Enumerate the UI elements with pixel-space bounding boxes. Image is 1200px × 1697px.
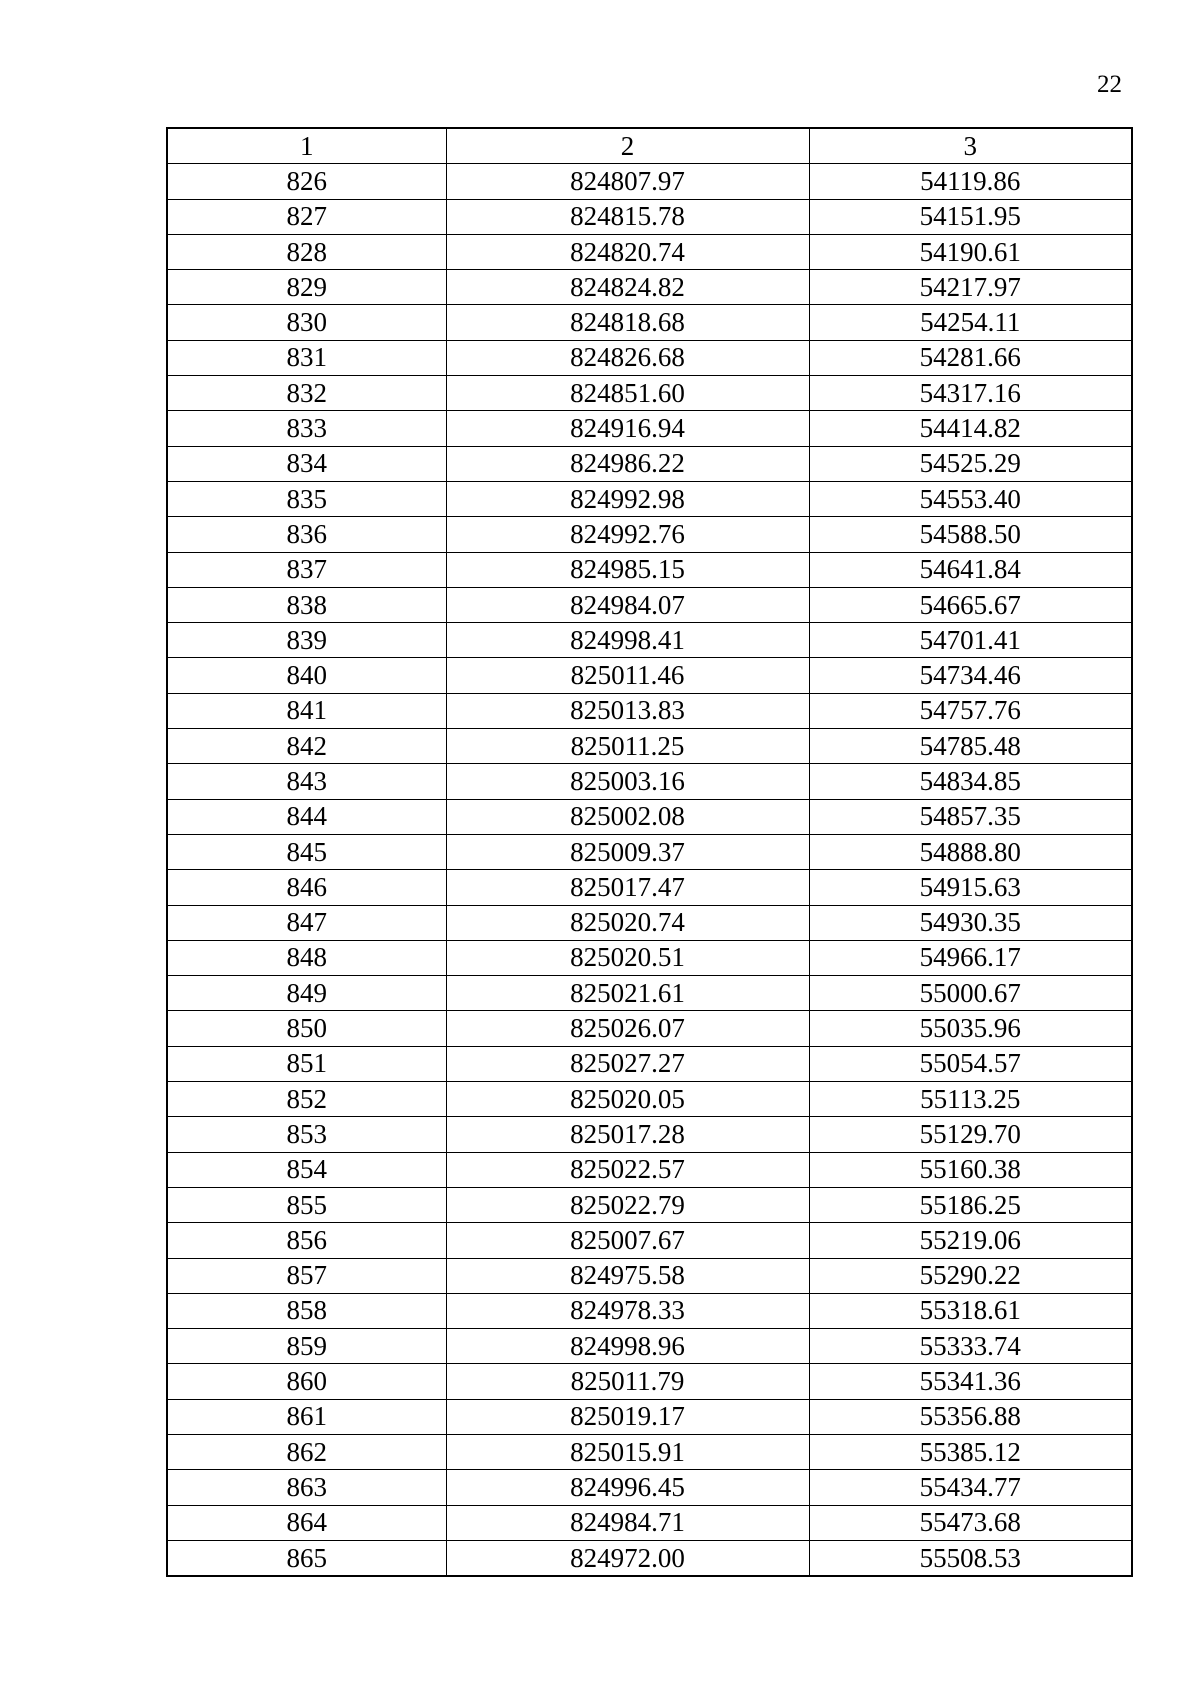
table-cell: 824985.15 [446, 552, 809, 587]
table-cell: 858 [167, 1293, 446, 1328]
table-row [167, 976, 1132, 1011]
table-cell: 865 [167, 1540, 446, 1576]
table-cell: 843 [167, 764, 446, 799]
table-cell: 824807.97 [446, 164, 809, 199]
table-row [167, 1540, 1132, 1576]
table-cell: 54151.95 [809, 199, 1132, 234]
table-cell: 825022.57 [446, 1152, 809, 1187]
table-cell: 825027.27 [446, 1046, 809, 1081]
table-row [167, 234, 1132, 269]
table-cell: 824972.00 [446, 1540, 809, 1576]
table-cell: 825002.08 [446, 799, 809, 834]
table-row [167, 1434, 1132, 1469]
table-cell: 839 [167, 623, 446, 658]
table-cell: 825011.25 [446, 729, 809, 764]
table-row [167, 340, 1132, 375]
table-cell: 54785.48 [809, 729, 1132, 764]
table-cell: 54915.63 [809, 870, 1132, 905]
table-cell: 825019.17 [446, 1399, 809, 1434]
table-cell: 55341.36 [809, 1364, 1132, 1399]
table-cell: 55508.53 [809, 1540, 1132, 1576]
column-header: 2 [446, 128, 809, 164]
table-cell: 825007.67 [446, 1223, 809, 1258]
table-cell: 825003.16 [446, 764, 809, 799]
table-cell: 824992.76 [446, 517, 809, 552]
table-row [167, 623, 1132, 658]
table-cell: 848 [167, 940, 446, 975]
table-cell: 824826.68 [446, 340, 809, 375]
table-cell: 835 [167, 481, 446, 516]
table-row [167, 799, 1132, 834]
table-cell: 825020.74 [446, 905, 809, 940]
table-cell: 861 [167, 1399, 446, 1434]
table-cell: 824992.98 [446, 481, 809, 516]
table-cell: 825020.51 [446, 940, 809, 975]
table-row [167, 870, 1132, 905]
table-row [167, 1329, 1132, 1364]
table-cell: 824986.22 [446, 446, 809, 481]
table-cell: 853 [167, 1117, 446, 1152]
table-row [167, 729, 1132, 764]
table-row [167, 1187, 1132, 1222]
table-cell: 54414.82 [809, 411, 1132, 446]
table-cell: 852 [167, 1082, 446, 1117]
table-cell: 825017.47 [446, 870, 809, 905]
table-cell: 829 [167, 270, 446, 305]
table-row [167, 446, 1132, 481]
table-cell: 55160.38 [809, 1152, 1132, 1187]
table-row [167, 834, 1132, 869]
table-cell: 54834.85 [809, 764, 1132, 799]
table-cell: 825017.28 [446, 1117, 809, 1152]
table-row [167, 1258, 1132, 1293]
table-cell: 54966.17 [809, 940, 1132, 975]
table-cell: 55473.68 [809, 1505, 1132, 1540]
page-number: 22 [1097, 71, 1122, 98]
table-cell: 54641.84 [809, 552, 1132, 587]
table-cell: 826 [167, 164, 446, 199]
table-cell: 54701.41 [809, 623, 1132, 658]
table-cell: 857 [167, 1258, 446, 1293]
table-cell: 834 [167, 446, 446, 481]
table-cell: 54317.16 [809, 376, 1132, 411]
table-cell: 832 [167, 376, 446, 411]
table-cell: 54888.80 [809, 834, 1132, 869]
table-cell: 840 [167, 658, 446, 693]
table-cell: 54281.66 [809, 340, 1132, 375]
table-row [167, 905, 1132, 940]
table-cell: 54734.46 [809, 658, 1132, 693]
table-cell: 55113.25 [809, 1082, 1132, 1117]
table-row [167, 1011, 1132, 1046]
table-cell: 845 [167, 834, 446, 869]
table-cell: 860 [167, 1364, 446, 1399]
table-cell: 54553.40 [809, 481, 1132, 516]
table-cell: 836 [167, 517, 446, 552]
table-cell: 55318.61 [809, 1293, 1132, 1328]
table-cell: 824975.58 [446, 1258, 809, 1293]
table-cell: 830 [167, 305, 446, 340]
table-cell: 825022.79 [446, 1187, 809, 1222]
table-cell: 864 [167, 1505, 446, 1540]
table-cell: 54857.35 [809, 799, 1132, 834]
table-cell: 55290.22 [809, 1258, 1132, 1293]
table-cell: 54930.35 [809, 905, 1132, 940]
table-cell: 54757.76 [809, 693, 1132, 728]
table-row [167, 1399, 1132, 1434]
table-cell: 55054.57 [809, 1046, 1132, 1081]
table-cell: 833 [167, 411, 446, 446]
table-row [167, 1293, 1132, 1328]
table-cell: 55434.77 [809, 1470, 1132, 1505]
table-cell: 55333.74 [809, 1329, 1132, 1364]
table-cell: 851 [167, 1046, 446, 1081]
table-cell: 54119.86 [809, 164, 1132, 199]
table-cell: 838 [167, 587, 446, 622]
table-row [167, 481, 1132, 516]
table-cell: 825011.46 [446, 658, 809, 693]
table-cell: 824998.96 [446, 1329, 809, 1364]
table-row [167, 517, 1132, 552]
table-cell: 55035.96 [809, 1011, 1132, 1046]
table-cell: 847 [167, 905, 446, 940]
table-body [167, 164, 1132, 1576]
table-cell: 54588.50 [809, 517, 1132, 552]
table-row [167, 164, 1132, 199]
table-cell: 824818.68 [446, 305, 809, 340]
table-cell: 54190.61 [809, 234, 1132, 269]
table-cell: 55219.06 [809, 1223, 1132, 1258]
table-cell: 855 [167, 1187, 446, 1222]
table-row [167, 764, 1132, 799]
table-row [167, 1470, 1132, 1505]
table-cell: 828 [167, 234, 446, 269]
table-cell: 825009.37 [446, 834, 809, 869]
table-cell: 854 [167, 1152, 446, 1187]
table-cell: 825020.05 [446, 1082, 809, 1117]
table-cell: 850 [167, 1011, 446, 1046]
table-cell: 824978.33 [446, 1293, 809, 1328]
table-row [167, 270, 1132, 305]
table-cell: 824824.82 [446, 270, 809, 305]
column-header: 3 [809, 128, 1132, 164]
table-row [167, 1505, 1132, 1540]
table-cell: 849 [167, 976, 446, 1011]
table-header-row [167, 128, 1132, 164]
table-row [167, 305, 1132, 340]
table-row [167, 376, 1132, 411]
table-cell: 841 [167, 693, 446, 728]
table-cell: 825015.91 [446, 1434, 809, 1469]
table-cell: 842 [167, 729, 446, 764]
table-row [167, 1364, 1132, 1399]
coordinates-table [166, 127, 1133, 1577]
table-cell: 55186.25 [809, 1187, 1132, 1222]
table-cell: 55385.12 [809, 1434, 1132, 1469]
table-cell: 831 [167, 340, 446, 375]
table-cell: 824851.60 [446, 376, 809, 411]
table-row [167, 587, 1132, 622]
table-row [167, 1152, 1132, 1187]
table-cell: 824916.94 [446, 411, 809, 446]
table-cell: 863 [167, 1470, 446, 1505]
table-cell: 825011.79 [446, 1364, 809, 1399]
table-row [167, 411, 1132, 446]
table-cell: 55000.67 [809, 976, 1132, 1011]
table-row [167, 658, 1132, 693]
table-cell: 844 [167, 799, 446, 834]
table-cell: 54525.29 [809, 446, 1132, 481]
table-row [167, 552, 1132, 587]
table-row [167, 940, 1132, 975]
table-row [167, 1223, 1132, 1258]
table-cell: 846 [167, 870, 446, 905]
column-header: 1 [167, 128, 446, 164]
table-cell: 54217.97 [809, 270, 1132, 305]
table-cell: 825021.61 [446, 976, 809, 1011]
table-cell: 54254.11 [809, 305, 1132, 340]
table-row [167, 1117, 1132, 1152]
table-cell: 859 [167, 1329, 446, 1364]
table-cell: 827 [167, 199, 446, 234]
table-row [167, 1082, 1132, 1117]
table-cell: 837 [167, 552, 446, 587]
table-cell: 824996.45 [446, 1470, 809, 1505]
table-row [167, 1046, 1132, 1081]
table-cell: 824984.07 [446, 587, 809, 622]
table-cell: 856 [167, 1223, 446, 1258]
table-cell: 55129.70 [809, 1117, 1132, 1152]
table-cell: 55356.88 [809, 1399, 1132, 1434]
table-cell: 825026.07 [446, 1011, 809, 1046]
table-cell: 824984.71 [446, 1505, 809, 1540]
table-cell: 825013.83 [446, 693, 809, 728]
table-row [167, 199, 1132, 234]
table-cell: 862 [167, 1434, 446, 1469]
table-cell: 824820.74 [446, 234, 809, 269]
table-cell: 824815.78 [446, 199, 809, 234]
table-cell: 824998.41 [446, 623, 809, 658]
table-cell: 54665.67 [809, 587, 1132, 622]
table-row [167, 693, 1132, 728]
